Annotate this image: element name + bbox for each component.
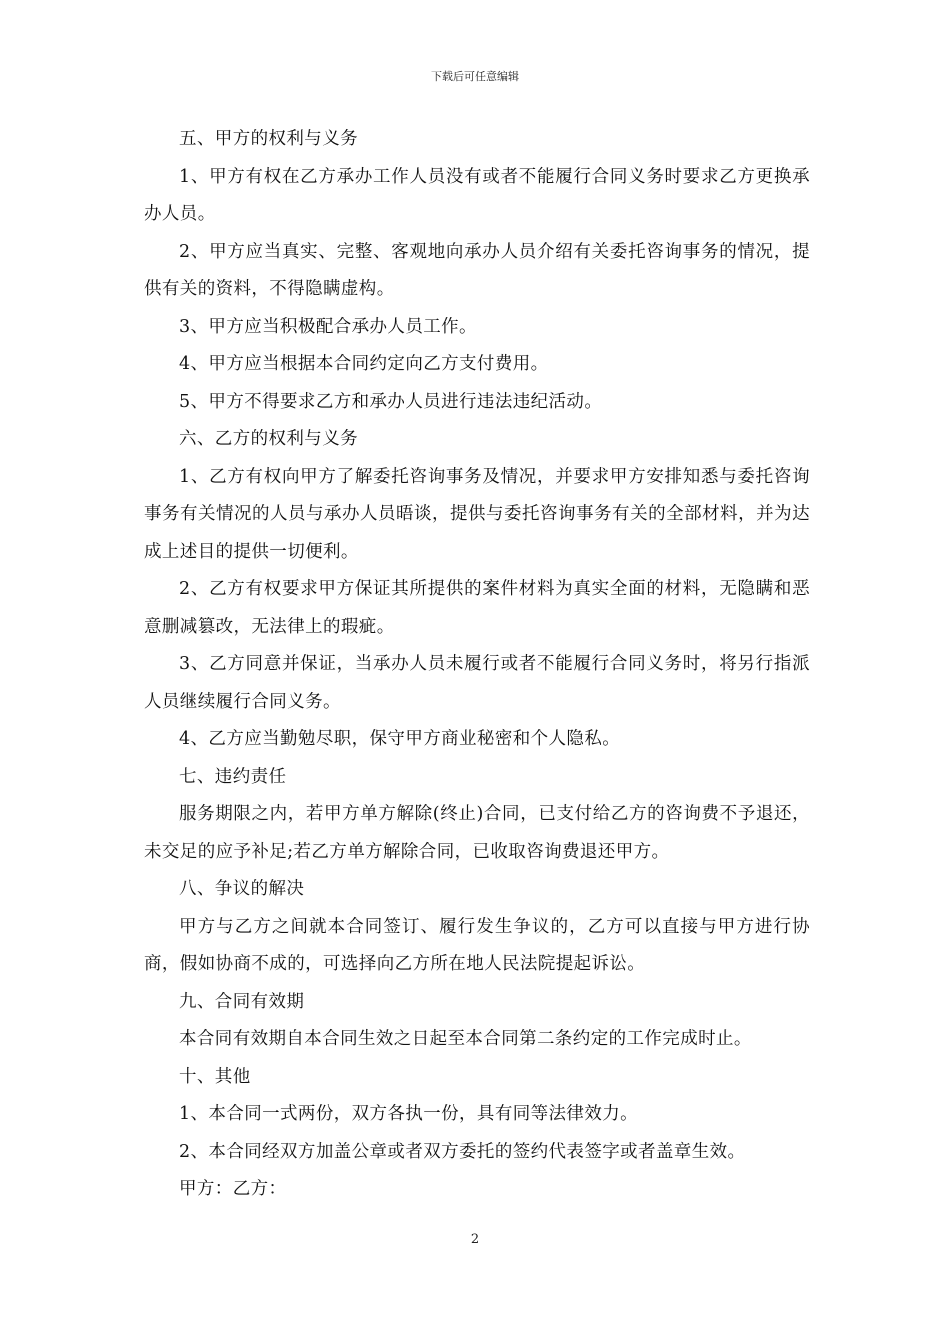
section-heading-6: 六、乙方的权利与义务 bbox=[179, 429, 358, 449]
clause-6-4: 4、乙方应当勤勉尽职，保守甲方商业秘密和个人隐私。 bbox=[179, 729, 621, 749]
clause-9-body: 本合同有效期自本合同生效之日起至本合同第二条约定的工作完成时止。 bbox=[179, 1029, 752, 1049]
clause-10-2: 2、本合同经双方加盖公章或者双方委托的签约代表签字或者盖章生效。 bbox=[179, 1141, 746, 1162]
clause-10-1: 1、本合同一式两份，双方各执一份，具有同等法律效力。 bbox=[179, 1104, 639, 1124]
clause-5-2: 2、甲方应当真实、完整、客观地向承办人员介绍有关委托咨询事务的情况，提供有关的资料，不得隐瞒虚构。 bbox=[144, 241, 810, 299]
clause-5-5: 5、甲方不得要求乙方和承办人员进行违法违纪活动。 bbox=[179, 391, 603, 412]
page-number: 2 bbox=[470, 1232, 480, 1247]
clause-5-3: 3、甲方应当积极配合承办人员工作。 bbox=[179, 316, 477, 337]
clause-7-body: 服务期限之内，若甲方单方解除(终止)合同，已支付给乙方的咨询费不予退还，未交足的应予补足;若乙方单方解除合同，已收取咨询费退还甲方。 bbox=[144, 804, 810, 862]
document-body bbox=[144, 121, 810, 1209]
clause-8-body: 甲方与乙方之间就本合同签订、履行发生争议的，乙方可以直接与甲方进行协商，假如协商不成的，可选择向乙方所在地人民法院提起诉讼。 bbox=[144, 916, 810, 974]
section-heading-8: 八、争议的解决 bbox=[179, 879, 305, 899]
section-heading-5: 五、甲方的权利与义务 bbox=[179, 129, 358, 149]
clause-6-2: 2、乙方有权要求甲方保证其所提供的案件材料为真实全面的材料，无隐瞒和恶意删减篡改，无法律上的瑕疵。 bbox=[144, 579, 810, 637]
signature-line: 甲方：乙方： bbox=[179, 1179, 287, 1199]
section-heading-9: 九、合同有效期 bbox=[179, 991, 305, 1012]
clause-5-1: 1、甲方有权在乙方承办工作人员没有或者不能履行合同义务时要求乙方更换承办人员。 bbox=[144, 166, 810, 224]
clause-6-1: 1、乙方有权向甲方了解委托咨询事务及情况，并要求甲方安排知悉与委托咨询事务有关情况的人员与承办人员晤谈，提供与委托咨询事务有关的全部材料，并为达成上述目的提供一切便利。 bbox=[144, 466, 810, 562]
clause-6-3: 3、乙方同意并保证，当承办人员未履行或者不能履行合同义务时，将另行指派人员继续履行合同义务。 bbox=[144, 654, 810, 712]
section-heading-7: 七、违约责任 bbox=[179, 766, 287, 787]
section-heading-10: 十、其他 bbox=[179, 1066, 251, 1087]
clause-5-4: 4、甲方应当根据本合同约定向乙方支付费用。 bbox=[179, 354, 549, 374]
page-header: 下载后可任意编辑 bbox=[431, 70, 519, 83]
